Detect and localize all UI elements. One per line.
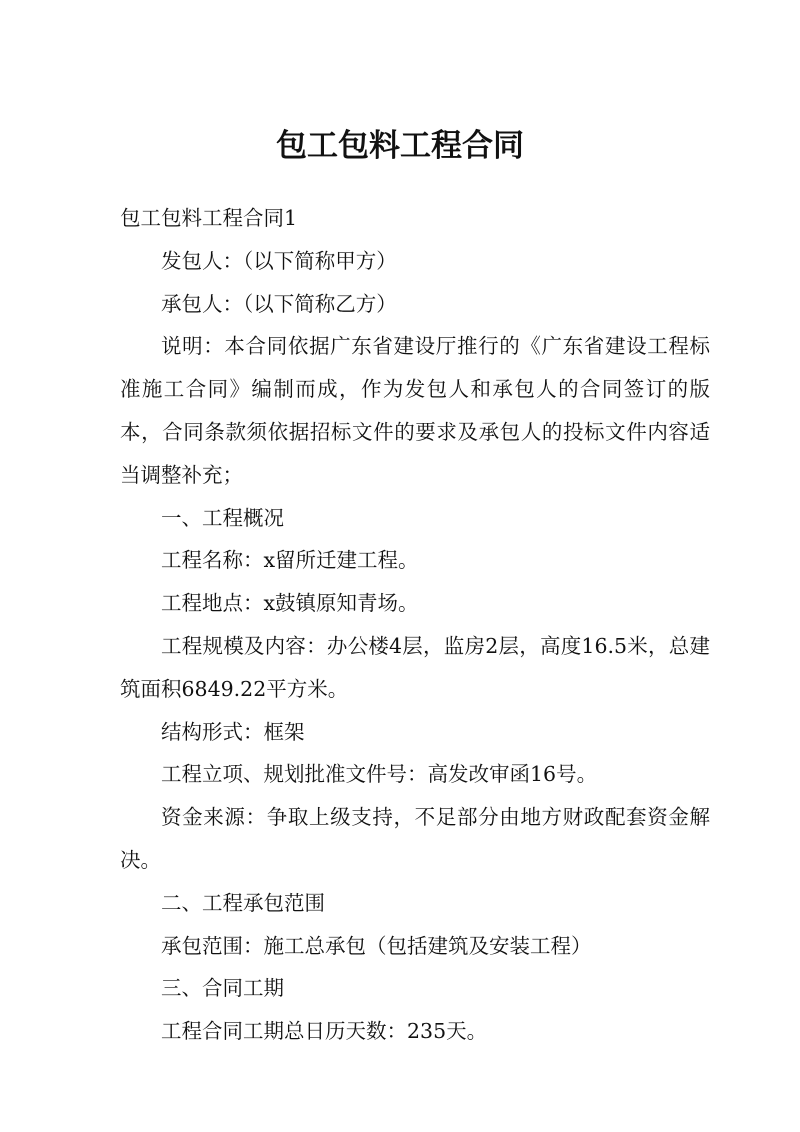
project-scale-paragraph: 工程规模及内容：办公楼4层，监房2层，高度16.5米，总建筑面积6849.22平方米。	[120, 633, 710, 701]
party-a-line: 发包人：（以下简称甲方）	[161, 248, 397, 273]
contract-scope-line: 承包范围：施工总承包（包括建筑及安装工程）	[161, 933, 592, 958]
section-heading-duration: 三、合同工期	[161, 976, 284, 1001]
section-heading-scope: 二、工程承包范围	[161, 890, 325, 915]
contract-duration-line: 工程合同工期总日历天数：235天。	[161, 1019, 488, 1044]
section-heading-overview: 一、工程概况	[161, 505, 284, 530]
project-location-line: 工程地点：x鼓镇原知青场。	[161, 591, 419, 616]
subtitle-line: 包工包料工程合同1	[120, 206, 298, 230]
project-name-line: 工程名称：x留所迁建工程。	[161, 548, 419, 573]
approval-number-line: 工程立项、规划批准文件号：高发改审函16号。	[161, 762, 598, 787]
funding-source-paragraph: 资金来源：争取上级支持，不足部分由地方财政配套资金解决。	[120, 805, 710, 872]
document-title: 包工包料工程合同	[276, 128, 524, 164]
explanation-paragraph: 说明：本合同依据广东省建设厅推行的《广东省建设工程标准施工合同》编制而成，作为发包人和承包人的合同签订的版本，合同条款须依据招标文件的要求及承包人的投标文件内容适当调整补充；	[120, 334, 710, 487]
document-body	[120, 197, 710, 1053]
party-b-line: 承包人：（以下简称乙方）	[161, 291, 397, 316]
structure-type-line: 结构形式：框架	[161, 719, 305, 744]
